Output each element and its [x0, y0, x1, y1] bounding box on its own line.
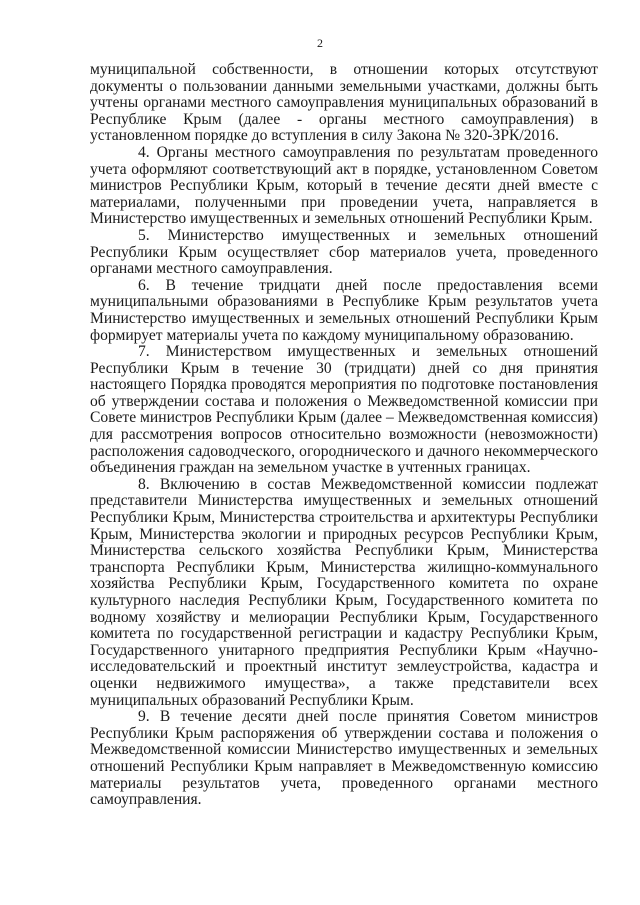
document-body	[90, 62, 598, 809]
paragraph-item-7: 7. Министерством имущественных и земельных отношений Республики Крым в течение 30 (тридцати) дней со дня принятия настоящего Порядка проводятся мероприятия по подготовке постановления об утверждении состава и положения о Межведомственной комиссии при Совете министров Республики Крым (далее – Межведомственная комиссия) для рассмотрения вопросов относительно возможности (невозможности) расположения садоводческого, огороднического и дачного некоммерческого объединения граждан на земельном участке в учтенных границах.	[90, 343, 598, 477]
paragraph-item-6: 6. В течение тридцати дней после предоставления всеми муниципальными образованиями в Республике Крым результатов учета Министерство имущественных и земельных отношений Республики Крым формирует материалы учета по каждому муниципальному образованию.	[90, 276, 598, 344]
paragraph-item-5: 5. Министерство имущественных и земельных отношений Республики Крым осуществляет сбор материалов учета, проведенного органами местного самоуправления.	[90, 226, 598, 278]
paragraph-item-9: 9. В течение десяти дней после принятия Советом министров Республики Крым распоряжения об утверждении состава и положения о Межведомственной комиссии Министерство имущественных и земельных отношений Республики Крым направляет в Межведомственную комиссию материалы результатов учета, проведенного органами местного самоуправления.	[90, 708, 598, 809]
paragraph-continuation: муниципальной собственности, в отношении которых отсутствуют документы о пользовании данными земельными участками, должны быть учтены органами местного самоуправления муниципальных образований в Республике Крым (далее - органы местного самоуправления) в установленном порядке до вступления в силу Закона № 320-ЗРК/2016.	[90, 61, 598, 145]
paragraph-item-8: 8. Включению в состав Межведомственной комиссии подлежат представители Министерства имущественных и земельных отношений Республики Крым, Министерства строительства и архитектуры Республики Крым, Министерства экологии и природных ресурсов Республики Крым, Министерства сельского хозяйства Республики Крым, Министерства транспорта Республики Крым, Министерства жилищно-коммунального хозяйства Республики Крым, Государственного комитета по охране культурного наследия Республики Крым, Государственного комитета по водному хозяйству и мелиорации Республики Крым, Государственного комитета по государственной регистрации и кадастру Республики Крым, Государственного унитарного предприятия Республики Крым «Научно-исследовательский и проектный институт землеустройства, кадастра и оценки недвижимого имущества», а также представители всех муниципальных образований Республики Крым.	[90, 475, 598, 709]
paragraph-item-4: 4. Органы местного самоуправления по результатам проведенного учета оформляют соответствующий акт в порядке, установленном Советом министров Республики Крым, который в течение десяти дней вместе с материалами, полученными при проведении учета, направляется в Министерство имущественных и земельных отношений Республики Крым.	[90, 143, 598, 228]
page-number: 2	[317, 36, 323, 50]
